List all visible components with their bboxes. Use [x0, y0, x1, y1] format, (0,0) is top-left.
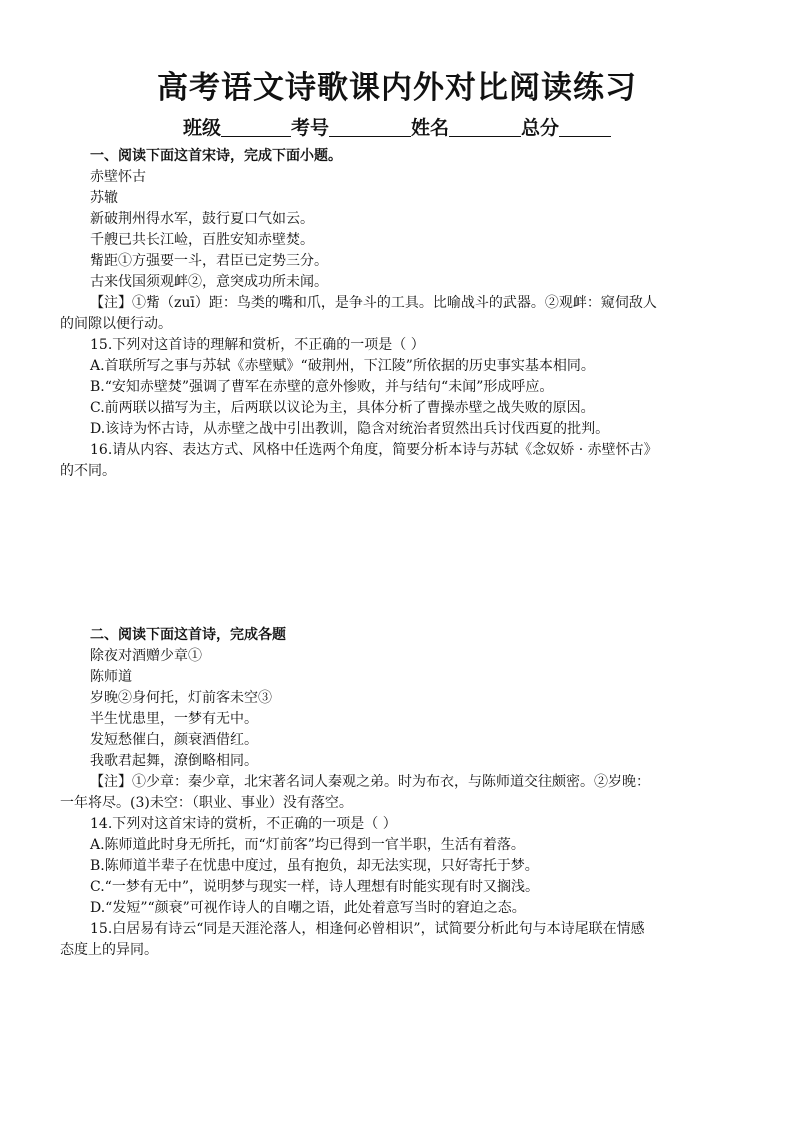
q15-option-c[interactable]: C.前两联以描写为主，后两联以议论为主，具体分析了曹操赤壁之战失败的原因。: [90, 400, 595, 416]
q14-option-b[interactable]: B.陈师道半辈子在忧患中度过，虽有抱负，却无法实现，只好寄托于梦。: [90, 858, 539, 874]
q14-option-a[interactable]: A.陈师道此时身无所托，而“灯前客”均已得到一官半职，生活有着落。: [90, 837, 525, 853]
question-16: 16.请从内容、表达方式、风格中任选两个角度，简要分析本诗与苏轼《念奴娇 · 赤壁怀古》: [90, 442, 658, 458]
score-blank[interactable]: [559, 118, 611, 137]
section2-verse: 半生忧患里，一梦有无中。: [90, 711, 258, 727]
section1-verse: 觜距①方强要一斗，君臣已定势三分。: [90, 253, 328, 269]
q15-option-b[interactable]: B.“安知赤壁焚”强调了曹军在赤壁的意外惨败，并与结句“未闻”形成呼应。: [90, 379, 554, 395]
section2-poem-title: 除夜对酒赠少章①: [90, 648, 202, 664]
q15-option-d[interactable]: D.该诗为怀古诗，从赤壁之战中引出教训，隐含对统治者贸然出兵讨伐西夏的批判。: [90, 421, 610, 437]
question-14: 14.下列对这首宋诗的赏析，不正确的一项是（ ）: [90, 816, 397, 832]
student-info-line: [0, 113, 794, 140]
section1-verse: 新破荆州得水军，鼓行夏口气如云。: [90, 211, 314, 227]
exam-no-blank[interactable]: [329, 118, 411, 137]
section1-poem-title: 赤壁怀古: [90, 169, 146, 185]
q15-option-a[interactable]: A.首联所写之事与苏轼《赤壁赋》“破荆州，下江陵”所依据的历史事实基本相同。: [90, 358, 595, 374]
page-title: 高考语文诗歌课内外对比阅读练习: [157, 70, 637, 106]
class-blank[interactable]: [221, 118, 291, 137]
class-label: 班级: [182, 117, 221, 139]
section1-note-cont: 的间隙以便行动。: [60, 316, 172, 332]
name-blank[interactable]: [449, 118, 521, 137]
section2-verse: 我歌君起舞，潦倒略相同。: [90, 753, 258, 769]
q14-option-d[interactable]: D.“发短”“颜衰”可视作诗人的自嘲之语，此处着意写当时的窘迫之态。: [90, 900, 526, 916]
question-15-s2-cont: 态度上的异同。: [60, 942, 158, 958]
section1-note: 【注】①觜（zuī）距：鸟类的嘴和爪，是争斗的工具。比喻战斗的武器。②观衅：窥伺敌人: [90, 295, 657, 311]
section2-verse: 岁晚②身何托，灯前客未空③: [90, 690, 272, 706]
section2-author: 陈师道: [90, 669, 132, 685]
exam-no-label: 考号: [290, 117, 329, 139]
section1-author: 苏辙: [90, 190, 118, 206]
section2-verse: 发短愁催白，颜衰酒借红。: [90, 732, 258, 748]
score-label: 总分: [521, 117, 560, 139]
section2-note: 【注】①少章：秦少章，北宋著名词人秦观之弟。时为布衣，与陈师道交往颇密。②岁晚：: [90, 774, 650, 790]
question-15: 15.下列对这首诗的理解和赏析，不正确的一项是（ ）: [90, 337, 425, 353]
section2-heading: 二、阅读下面这首诗，完成各题: [90, 627, 286, 643]
q14-option-c[interactable]: C.“一梦有无中”，说明梦与现实一样，诗人理想有时能实现有时又搁浅。: [90, 879, 539, 895]
question-16-cont: 的不同。: [60, 463, 116, 479]
question-15-s2: 15.白居易有诗云“同是天涯沦落人，相逢何必曾相识”，试简要分析此句与本诗尾联在情感: [90, 921, 645, 937]
section1-verse: 千艘已共长江崄，百胜安知赤壁焚。: [90, 232, 314, 248]
section1-verse: 古来伐国须观衅②，意突成功所未闻。: [90, 274, 328, 290]
section2-note-cont: 一年将尽。(3)未空：（职业、事业）没有落空。: [60, 795, 353, 811]
name-label: 姓名: [411, 117, 450, 139]
section1-heading: 一、阅读下面这首宋诗，完成下面小题。: [90, 148, 342, 164]
